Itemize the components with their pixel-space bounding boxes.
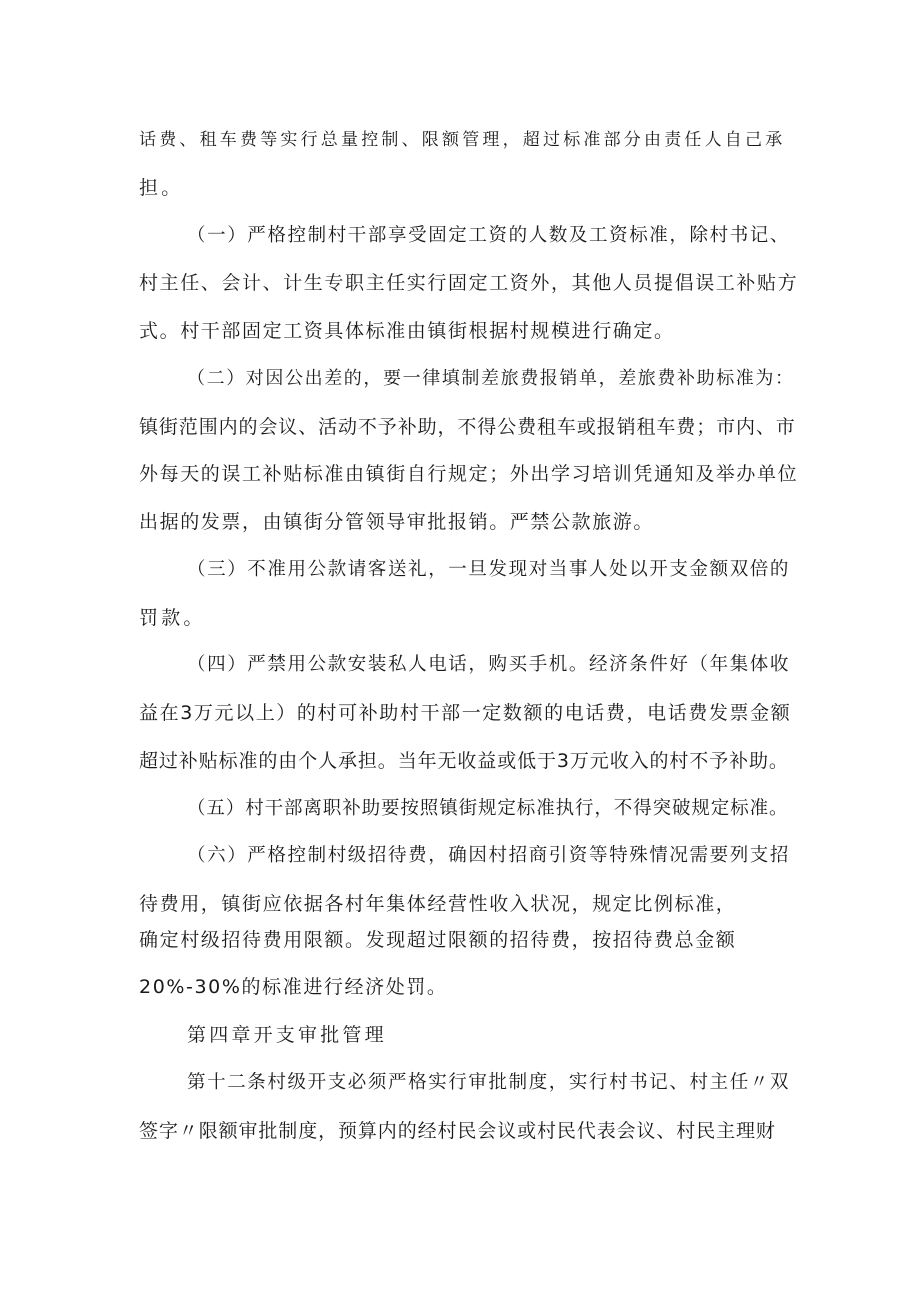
text-line-17: 待费用，镇街应依据各村年集体经营性收入状况，规定比例标准，: [139, 893, 737, 915]
paragraph-1-start: （一）严格控制村干部享受固定工资的人数及工资标准，除村书记、: [187, 225, 791, 246]
text-line-9: 出据的发票，由镇街分管领导审批报销。严禁公款旅游。: [139, 511, 655, 533]
text-line-8: 外每天的误工补贴标准由镇街自行规定；外出学习培训凭通知及举办单位: [139, 463, 799, 485]
paragraph-2-start: （二）对因公出差的，要一律填制差旅费报销单，差旅费补助标准为：: [187, 368, 795, 389]
text-line-2: 担。: [139, 177, 184, 199]
text-line-19: 20%-30%的标准进行经济处罚。: [139, 976, 448, 998]
text-line-11: 罚款。: [139, 607, 206, 629]
text-line-18: 确定村级招待费用限额。发现超过限额的招待费，按招待费总金额: [139, 929, 737, 951]
text-line-1: 话费、租车费等实行总量控制、限额管理，超过标准部分由责任人自己承: [139, 130, 786, 150]
text-line-22: 签字〃限额审批制度，预算内的经村民会议或村民代表会议、村民主理财: [139, 1120, 776, 1142]
text-line-7: 镇街范围内的会议、活动不予补助，不得公费租车或报销租车费；市内、市: [139, 416, 796, 438]
text-line-5: 式。村干部固定工资具体标准由镇街根据村规模进行确定。: [139, 320, 675, 342]
paragraph-6-start: （六）严格控制村级招待费，确因村招商引资等特殊情况需要列支招: [187, 845, 791, 866]
paragraph-5: （五）村干部离职补助要按照镇街规定标准执行，不得突破规定标准。: [187, 798, 789, 819]
article-12-start: 第十二条村级开支必须严格实行审批制度，实行村书记、村主任〃双: [187, 1072, 791, 1093]
text-line-14: 超过补贴标准的由个人承担。当年无收益或低于3万元收入的村不予补助。: [139, 750, 789, 772]
text-line-13: 益在3万元以上）的村可补助村干部一定数额的电话费，电话费发票金额: [139, 702, 792, 724]
text-line-4: 村主任、会计、计生专职主任实行固定工资外，其他人员提倡误工补贴方: [139, 272, 799, 294]
paragraph-4-start: （四）严禁用公款安装私人电话，购买手机。经济条件好（年集体收: [187, 654, 791, 675]
chapter-heading: 第四章开支审批管理: [187, 1024, 387, 1046]
paragraph-3-start: （三）不准用公款请客送礼，一旦发现对当事人处以开支金额双倍的: [187, 559, 791, 580]
